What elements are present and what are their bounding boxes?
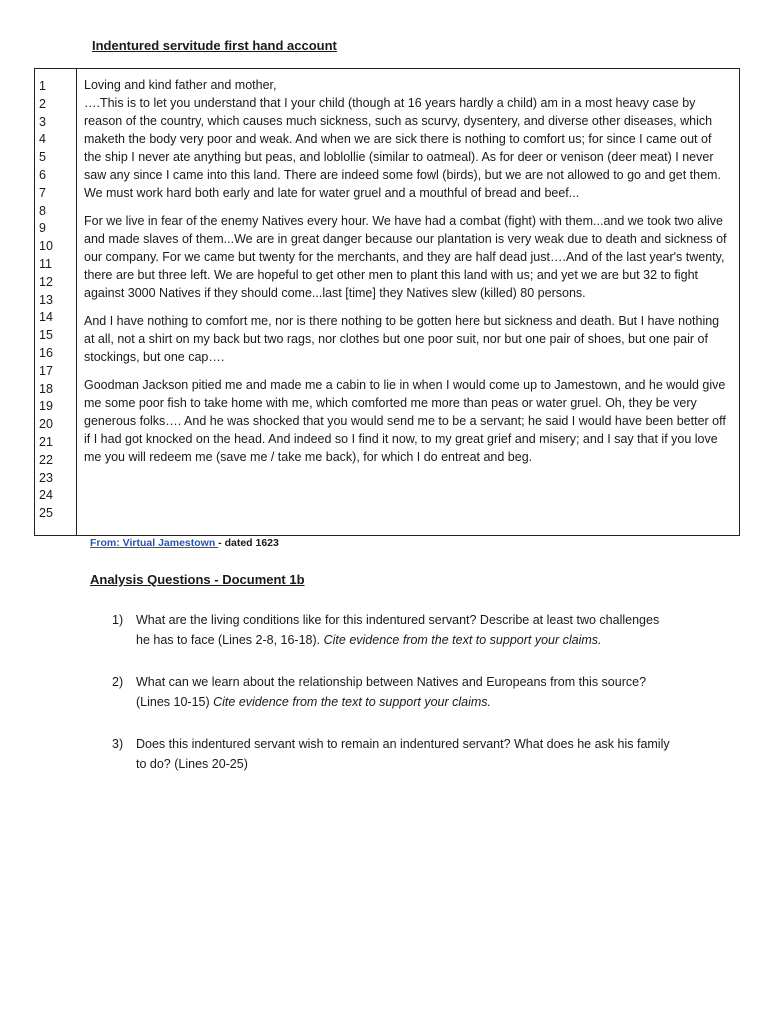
line-number: 24 (39, 488, 53, 503)
question-number: 2) (112, 675, 124, 689)
letter-salutation: Loving and kind father and mother, (84, 78, 277, 92)
letter-text (84, 76, 732, 476)
question-instruction: Cite evidence from the text to support your claims. (209, 695, 492, 709)
question-text: What can we learn about the relationship between Natives and Europeans from this source? (Lines 10-15) (136, 675, 647, 709)
line-number: 25 (39, 506, 53, 521)
source-link[interactable]: From: Virtual Jamestown (90, 537, 219, 549)
line-number: 21 (39, 434, 53, 449)
line-number: 8 (39, 203, 46, 218)
question-item (112, 672, 672, 712)
line-number: 16 (39, 345, 53, 360)
line-number: 15 (39, 328, 53, 343)
line-number: 14 (39, 310, 53, 325)
analysis-title: Analysis Questions - Document 1b (90, 572, 305, 587)
question-item (112, 610, 672, 650)
line-number: 18 (39, 381, 53, 396)
source-date: - dated 1623 (218, 537, 279, 549)
line-number: 3 (39, 114, 46, 129)
line-number: 7 (39, 185, 46, 200)
letter-paragraph-4: Goodman Jackson pitied me and made me a cabin to lie in when I would come up to Jamestown, and he would give me some poor fish to take home with me, which comforted me more than peas or water gruel. Oh, they be very generous folks…. And he was shocked that you would send me to be a servant; he said I would have been better off if I had got knocked on the head. And indeed so I find it now, to my great grief and misery; and I say that if you love me you will redeem me (save me / take me back), for which I do entreat and beg. (84, 378, 726, 464)
line-number: 4 (39, 132, 46, 147)
line-number: 5 (39, 150, 46, 165)
line-number: 9 (39, 221, 46, 236)
question-text: What are the living conditions like for this indentured servant? Describe at least two challenges he has to face (Lines 2-8, 16-18). (136, 613, 660, 647)
line-number-column (35, 69, 77, 535)
line-number: 2 (39, 96, 46, 111)
line-number: 6 (39, 167, 46, 182)
question-instruction: Cite evidence from the text to support your claims. (320, 633, 602, 647)
line-number: 1 (39, 79, 46, 93)
question-text: Does this indentured servant wish to remain an indentured servant? What does he ask his family to do? (Lines 20-25) (136, 737, 670, 771)
line-number: 11 (39, 256, 52, 271)
question-number: 1) (112, 613, 124, 627)
source-citation (90, 537, 279, 549)
question-number: 3) (112, 737, 124, 751)
line-number: 23 (39, 470, 53, 485)
letter-paragraph-2: For we live in fear of the enemy Natives every hour. We have had a combat (fight) with them...and we took two alive and made slaves of them...We are in great danger because our plantation is very weak due to death and sickness of our company. For we came but twenty for the merchants, and they are half dead just….And of the last year's twenty, there are but three left. We are hopeful to get other men to plant this land with us; and yet we are but 32 to fight against 3000 Natives if they should come...last [time] they Natives slew (killed) 80 persons. (84, 214, 727, 300)
line-number: 12 (39, 274, 53, 289)
line-number: 19 (39, 399, 53, 414)
line-number: 10 (39, 239, 53, 254)
letter-paragraph-1: ….This is to let you understand that I your child (though at 16 years hardly a child) am in a most heavy case by reason of the country, which causes much sickness, such as scurvy, dysentery, and diverse other diseases, which maketh the body very poor and weak. And when we are sick there is nothing to comfort us; for since I came out of the ship I never ate anything but peas, and loblollie (similar to oatmeal). As for deer or venison (deer meat) I never saw any since I came into this land. There are indeed some fowl (birds), but we are not allowed to go and get them. We must work hard both early and late for water gruel and a mouthful of bread and beef... (84, 96, 721, 200)
line-number-list (35, 69, 76, 523)
primary-source-box (34, 68, 740, 536)
line-number: 17 (39, 363, 53, 378)
letter-paragraph-3: And I have nothing to comfort me, nor is there nothing to be gotten here but sickness and death. But I have nothing at all, not a shirt on my back but two rags, nor clothes but one poor suit, nor but one pair of shoes, but one pair of stockings, but one cap…. (84, 314, 720, 364)
line-number: 22 (39, 452, 53, 467)
line-number: 13 (39, 292, 53, 307)
line-number: 20 (39, 417, 53, 432)
question-item (112, 734, 672, 774)
page-title: Indentured servitude first hand account (92, 38, 337, 53)
question-list (112, 610, 672, 796)
